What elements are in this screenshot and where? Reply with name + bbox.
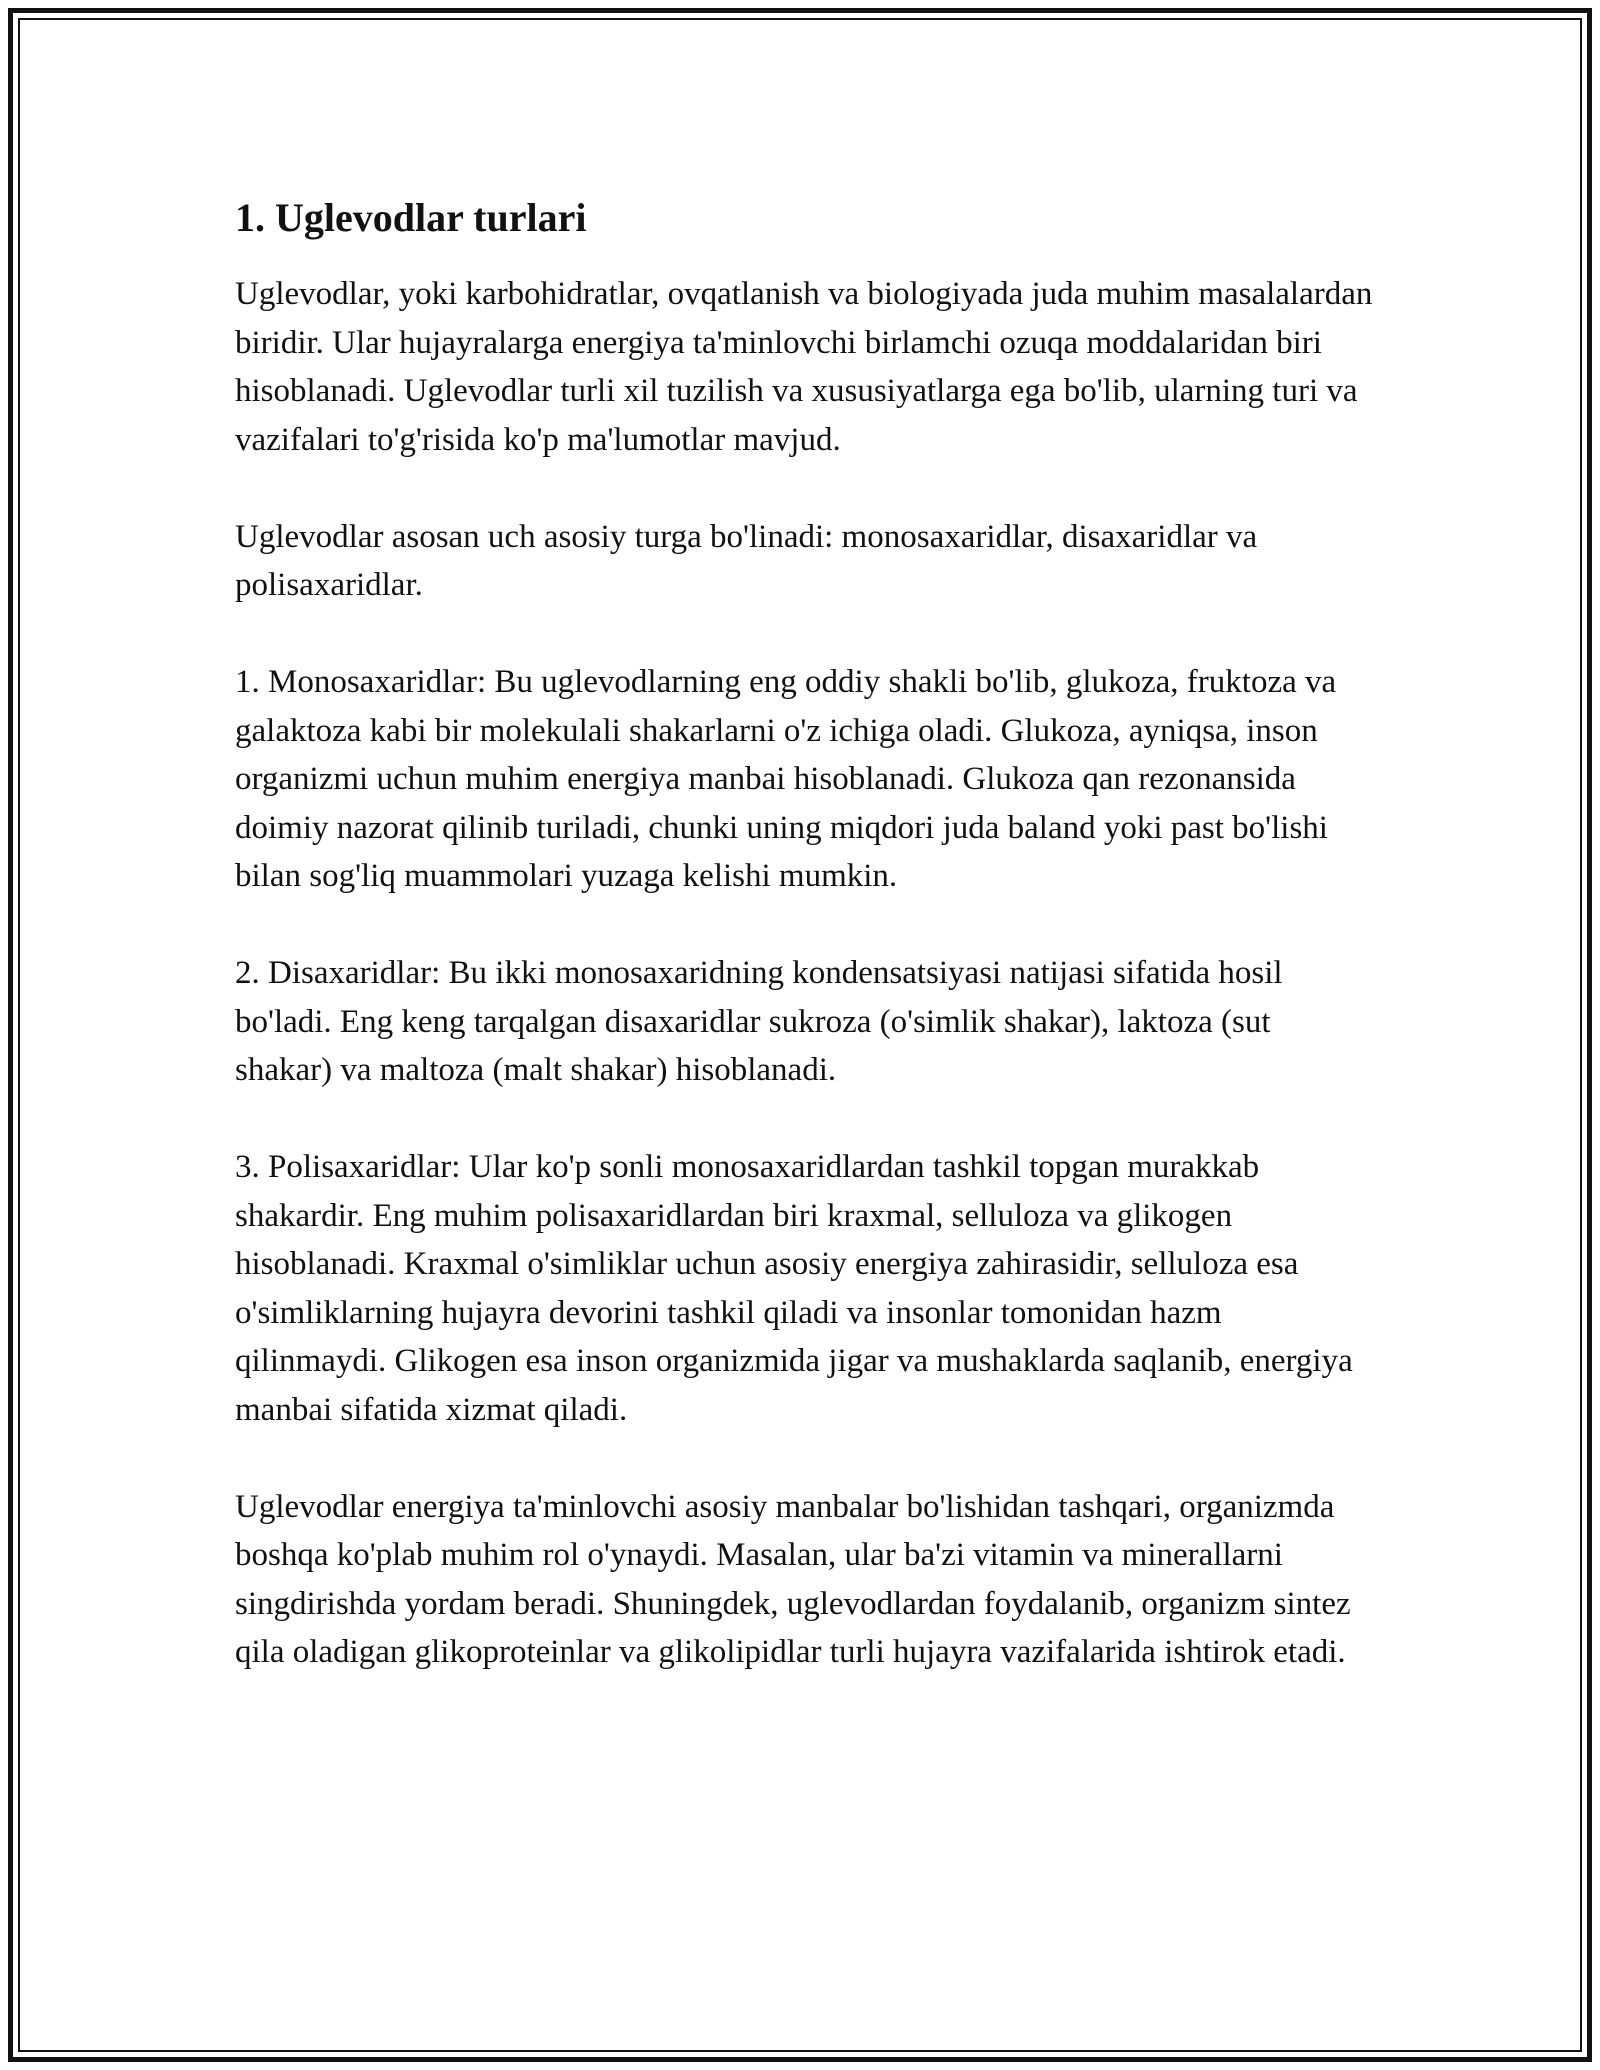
document-body — [235, 180, 1375, 1725]
document-title: 1. Uglevodlar turlari — [235, 195, 587, 240]
paragraph-intro: Uglevodlar, yoki karbohidratlar, ovqatlanish va biologiyada juda muhim masalalardan biridir. Ular hujayralarga energiya ta'minlovchi birlamchi ozuqa moddalaridan biri hisoblanadi. Uglevodlar turli xil tuzilish va xususiyatlarga ega bo'lib, ularning turi va vazifalari to'g'risida ko'p ma'lumotlar mavjud. — [235, 276, 1373, 458]
paragraph-monosaccharides: 1. Monosaxaridlar: Bu uglevodlarning eng oddiy shakli bo'lib, glukoza, fruktoza va galaktoza kabi bir molekulali shakarlarni o'z ichiga oladi. Glukoza, ayniqsa, inson organizmi uchun muhim energiya manbai hisoblanadi. Glukoza qan rezonansida doimiy nazorat qilinib turiladi, chunki uning miqdori juda baland yoki past bo'lishi bilan sog'liq muammolari yuzaga kelishi mumkin. — [235, 664, 1337, 894]
paragraph-types-summary: Uglevodlar asosan uch asosiy turga bo'linadi: monosaxaridlar, disaxaridlar va polisaxaridlar. — [235, 518, 1258, 603]
paragraph-conclusion: Uglevodlar energiya ta'minlovchi asosiy manbalar bo'lishidan tashqari, organizmda boshqa ko'plab muhim rol o'ynaydi. Masalan, ular ba'zi vitamin va minerallarni singdirishda yordam beradi. Shuningdek, uglevodlardan foydalanib, organizm sintez qila oladigan glikoproteinlar va glikolipidlar turli hujayra vazifalarida ishtirok etadi. — [235, 1488, 1351, 1670]
paragraph-disaccharides: 2. Disaxaridlar: Bu ikki monosaxaridning kondensatsiyasi natijasi sifatida hosil bo'ladi. Eng keng tarqalgan disaxaridlar sukroza (o'simlik shakar), laktoza (sut shakar) va maltoza (malt shakar) hisoblanadi. — [235, 955, 1283, 1088]
paragraph-polysaccharides: 3. Polisaxaridlar: Ular ko'p sonli monosaxaridlardan tashkil topgan murakkab shakardir. Eng muhim polisaxaridlardan biri kraxmal, selluloza va glikogen hisoblanadi. Kraxmal o'simliklar uchun asosiy energiya zahirasidir, selluloza esa o'simliklarning hujayra devorini tashkil qiladi va insonlar tomonidan hazm qilinmaydi. Glikogen esa inson organizmida jigar va mushaklarda saqlanib, energiya manbai sifatida xizmat qiladi. — [235, 1149, 1353, 1428]
